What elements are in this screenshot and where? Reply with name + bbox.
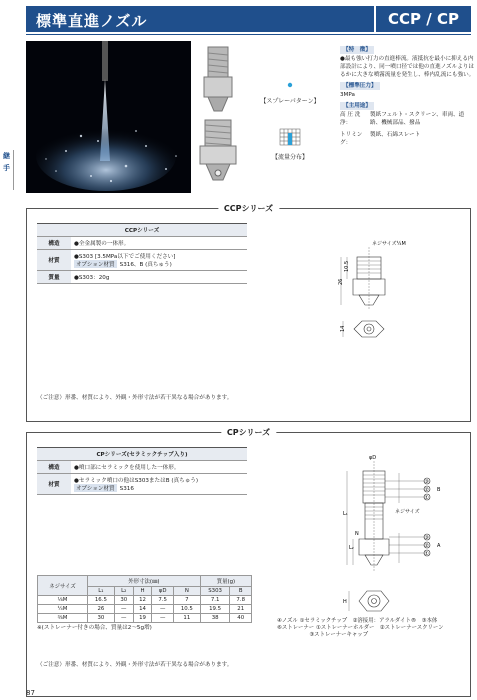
table-cell: ⅛M [38, 596, 88, 605]
cp-l2-label: L₂ [349, 545, 354, 551]
table-row [37, 474, 247, 495]
spray-photo [26, 41, 191, 193]
side-tab-char-1: 継 [3, 152, 10, 160]
cp-section-title: CPシリーズ [221, 427, 276, 438]
dims-col-header: N [173, 587, 200, 596]
row-value: ●セラミック噴口の他はS303またはB (真ちゅう) [74, 478, 199, 484]
spray-pattern-dot-icon [285, 80, 295, 90]
dims-col-header: S303 [200, 587, 230, 596]
table-cell: 7.8 [230, 596, 252, 605]
ccp-section-title: CCPシリーズ [218, 203, 279, 214]
table-cell: 26 [87, 605, 114, 614]
ccp-dim-2: 26 [338, 278, 344, 285]
table-cell: 11 [173, 614, 200, 623]
usage-key: 高 圧 洗 浄： [340, 112, 361, 126]
flow-distribution-label: 【流量分布】 [271, 154, 308, 161]
page-title: 標準直進ノズル [36, 12, 148, 30]
row-value: ●S303：20g [71, 271, 247, 284]
row-header: 材質 [37, 474, 71, 495]
table-cell: 21 [230, 605, 252, 614]
product-code: CCP / CP [374, 6, 471, 32]
pressure-heading: 【標準圧力】 [340, 82, 380, 90]
usage-key: トリミング： [340, 132, 363, 146]
table-cell: 12 [133, 596, 152, 605]
cp-l1-label: L₁ [343, 511, 348, 517]
option-material-value: S316、B (真ちゅう) [119, 262, 172, 268]
features-text: ●最も強い打力の直進棒流。液抵抗を最小に抑える内部設計により、同一噴口径では他の直進ノズルよりはるかに大きな噴霧流量を発生し、棒内乱流にも強い。 [340, 56, 475, 78]
cp-b-label: B [437, 487, 441, 493]
side-tab[interactable] [0, 150, 14, 190]
cp-n-label: N [355, 531, 359, 537]
option-material-value: S316 [119, 486, 134, 492]
table-row [37, 461, 247, 474]
row-header: 材質 [37, 250, 71, 271]
cp-dimension-table [37, 575, 252, 623]
dims-col-header: H [133, 587, 152, 596]
callout-label: ③ [424, 535, 429, 541]
table-cell: — [114, 605, 133, 614]
table-row [37, 237, 247, 250]
table-cell: ⅜M [38, 614, 88, 623]
table-cell: 19.5 [200, 605, 230, 614]
dims-col-header: φD [152, 587, 173, 596]
option-material-tag: オプション材質 [76, 486, 115, 492]
flow-distribution [255, 128, 325, 161]
ccp-dim-1: 10.5 [344, 260, 350, 272]
dims-mass-header: 質量(g) [200, 576, 251, 587]
dims-col-header: L₂ [114, 587, 133, 596]
table-cell: 10.5 [173, 605, 200, 614]
table-row [37, 250, 247, 271]
option-material-tag: オプション材質 [76, 262, 115, 268]
table-cell: 19 [133, 614, 152, 623]
table-cell: 30 [114, 596, 133, 605]
dims-outer-header: 外形寸法(㎜) [87, 576, 200, 587]
table-cell: 16.5 [87, 596, 114, 605]
pressure-value: 3MPa [340, 92, 355, 98]
page-header [26, 6, 471, 32]
cp-table-head: CPシリーズ(セラミックチップ入り) [37, 448, 247, 461]
cp-spec-table [37, 447, 247, 495]
table-cell: 7.5 [152, 596, 173, 605]
row-value: ●噴口部にセラミックを使用した一体形。 [71, 461, 247, 474]
dims-thread-header: ネジサイズ [38, 576, 88, 596]
callout-label: ② [424, 487, 429, 493]
cp-dimension-drawing [317, 453, 457, 623]
table-row [38, 596, 252, 605]
legend-line: ③ストレーナーキャップ [277, 632, 369, 638]
dims-col-header: B [230, 587, 252, 596]
usage-value: 製紙、石綿スレート [370, 132, 421, 138]
page-number: 87 [26, 689, 35, 697]
cp-a-label: A [437, 543, 441, 549]
callout-label: ③ [424, 479, 429, 485]
callout-label: ① [424, 551, 429, 557]
table-row [38, 614, 252, 623]
ccp-dim-3: 14 [340, 325, 346, 332]
flow-distribution-grid-icon [279, 128, 301, 146]
row-header: 構造 [37, 461, 71, 474]
callout-label: ① [424, 495, 429, 501]
row-header: 質量 [37, 271, 71, 284]
header-rule [26, 34, 471, 35]
row-value: ●S303 [3.5MPa以下でご使用ください] [74, 254, 176, 260]
table-cell: ¼M [38, 605, 88, 614]
table-cell: 7.1 [200, 596, 230, 605]
ccp-spec-table [37, 223, 247, 284]
cp-thread-label: ネジサイズ [395, 509, 420, 515]
row-header: 構造 [37, 237, 71, 250]
usage-row [340, 131, 475, 147]
table-row [38, 605, 252, 614]
table-cell: 40 [230, 614, 252, 623]
features-heading: 【特 徴】 [340, 46, 374, 54]
cp-section [26, 428, 471, 697]
spray-photo-image [26, 41, 191, 193]
spray-pattern-label: 【スプレーパターン】 [260, 98, 320, 105]
ccp-table-head: CCPシリーズ [37, 224, 247, 237]
spray-pattern [255, 80, 325, 105]
ccp-dimension-drawing [317, 237, 427, 367]
callout-label: ② [424, 543, 429, 549]
table-cell: 7 [173, 596, 200, 605]
row-value: ●全金属製の一体形。 [71, 237, 247, 250]
table-cell: — [152, 605, 173, 614]
side-tab-char-2: 手 [3, 164, 10, 172]
legend-line: ⑥ストレーナー ①ストレーナーホルダー ②ストレーナースクリーン [277, 625, 444, 631]
ccp-section [26, 204, 471, 422]
cp-nozzle-photo [196, 118, 240, 184]
legend-line: ④ノズル ①セラミックチップ ②溶接用：アラルダイト® ③本体 [277, 618, 438, 624]
table-cell: 14 [133, 605, 152, 614]
cp-phi-d-label: φD [369, 455, 377, 461]
usage-row [340, 111, 475, 127]
usage-heading: 【主用途】 [340, 102, 374, 110]
cp-h-label: H [343, 599, 347, 605]
table-cell: 38 [200, 614, 230, 623]
ccp-note: （ご注意）形番、材質により、外観・外形寸法が若干異なる場合があります。 [37, 395, 233, 401]
dims-col-header: L₁ [87, 587, 114, 596]
dims-footnote: ※(ストレーナー付きの場合、質量は2〜5g増) [37, 625, 152, 631]
table-cell: — [152, 614, 173, 623]
cp-parts-legend [277, 618, 444, 639]
table-row [37, 271, 247, 284]
usage-value: 製紙フェルト・スクリーン、車両、道路、機械部品、撥品 [370, 112, 465, 126]
cp-note: （ご注意）形番、材質により、外観・外形寸法が若干異なる場合があります。 [37, 662, 233, 668]
ccp-thread-label: ネジサイズ¼M [372, 241, 406, 247]
table-cell: 30 [87, 614, 114, 623]
table-cell: — [114, 614, 133, 623]
feature-panel [340, 43, 475, 147]
ccp-nozzle-photo [198, 45, 238, 115]
